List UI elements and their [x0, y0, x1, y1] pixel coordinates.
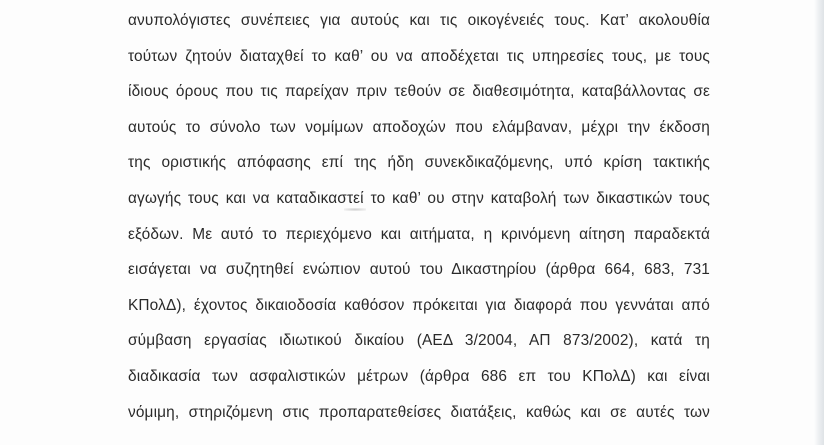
- text-line-12: νόμιμη, στηριζόμενη στις προπαρατεθείσες διατάξεις, καθώς και σε αυτές των: [128, 403, 710, 421]
- text-line-2: τούτων ζητούν διαταχθεί το καθ’ ου να αποδέχεται τις υπηρεσίες τους, με τους: [128, 47, 710, 65]
- text-line-7: εξόδων. Με αυτό το περιεχόμενο και αιτήματα, η κρινόμενη αίτηση παραδεκτά: [128, 225, 710, 243]
- text-line-6: αγωγής τους και να καταδικαστεί το καθ’ ου στην καταβολή των δικαστικών τους: [128, 189, 710, 207]
- text-line-4: αυτούς το σύνολο των νομίμων αποδοχών που ελάμβαναν, μέχρι την έκδοση: [128, 118, 710, 136]
- text-line-11: διαδικασία των ασφαλιστικών μέτρων (άρθρα 686 επ του ΚΠολΔ) και είναι: [128, 367, 710, 385]
- scan-speck: [344, 208, 366, 211]
- text-line-1: ανυπολόγιστες συνέπειες για αυτούς και τις οικογένειές τους. Κατ’ ακολουθία: [128, 12, 710, 29]
- body-paragraph: [128, 3, 710, 430]
- text-line-9: ΚΠολΔ), έχοντος δικαιοδοσία καθόσον πρόκειται για διαφορά που γεννάται από: [128, 296, 710, 314]
- page-edge-shadow: [814, 0, 824, 445]
- text-line-3: ίδιους όρους που τις παρείχαν πριν τεθούν σε διαθεσιμότητα, καταβάλλοντας σε: [128, 83, 710, 101]
- text-line-10: σύμβαση εργασίας ιδιωτικού δικαίου (ΑΕΔ 3/2004, ΑΠ 873/2002), κατά τη: [128, 332, 710, 350]
- text-line-5: της οριστικής απόφασης επί της ήδη συνεκδικαζόμενης, υπό κρίση τακτικής: [128, 154, 710, 172]
- text-line-8: εισάγεται να συζητηθεί ενώπιον αυτού του Δικαστηρίου (άρθρα 664, 683, 731: [128, 261, 710, 279]
